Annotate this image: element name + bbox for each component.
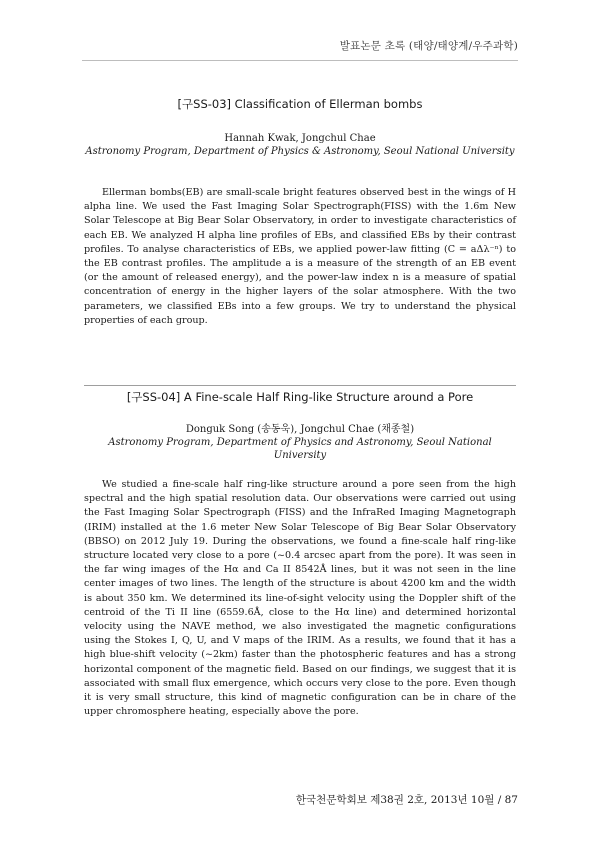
page-footer: 한국천문학회보 제38권 2호, 2013년 10월 / 87 xyxy=(295,794,518,806)
abstract-ss04 xyxy=(84,389,516,719)
abstract-body: We studied a fine-scale half ring-like structure around a pore seen from the high spectral and the high spatial resolution data. Our observations were carried out using the Fast Imaging Solar Spectrograph (FISS) and the InfraRed Imaging Magnetograph (IRIM) installed at the 1.6 meter New Solar Telescope of Big Bear Solar Observatory (BBSO) on 2012 July 19. During the observations, we found a fine-scale half ring-like structure located very close to a pore (~0.4 arcsec apart from the pore). It was seen in the far wing images of the Hα and Ca II 8542Å lines, but it was not seen in the line center images of two lines. The length of the structure is about 4200 km and the width is about 350 km. We determined its line-of-sight velocity using the Doppler shift of the centroid of the Ti II line (6559.6Å, close to the Hα line) and determined horizontal velocity using the NAVE method, we also investigated the magnetic configurations using the Stokes I, Q, U, and V maps of the IRIM. As a results, we found that it has a high blue-shift velocity (~2km) faster than the photospheric features and has a strong horizontal component of the magnetic field. Based on our findings, we suggest that it is associated with small flux emergence, which occurs very close to the pore. Even though it is very small structure, this kind of magnetic configuration can be in chare of the upper chromosphere heating, especially above the pore. xyxy=(84,479,516,718)
abstract-ss03 xyxy=(84,96,516,328)
abstract-title: [구SS-04] A Fine-scale Half Ring-like Structure around a Pore xyxy=(126,390,474,404)
abstract-authors: Hannah Kwak, Jongchul Chae xyxy=(224,133,376,144)
abstract-affiliation: Astronomy Program, Department of Physics & Astronomy, Seoul National University xyxy=(85,146,515,157)
running-header: 발표논문 초록 (태양/태양계/우주과학) xyxy=(339,40,518,52)
abstract-title: [구SS-03] Classification of Ellerman bombs xyxy=(177,97,423,111)
abstract-affiliation: Astronomy Program, Department of Physics and Astronomy, Seoul National University xyxy=(108,437,492,461)
abstract-body: Ellerman bombs(EB) are small-scale bright features observed best in the wings of H alpha line. We used the Fast Imaging Solar Spectrograph(FISS) with the 1.6m New Solar Telescope at Big Bear Solar Observatory, in order to investigate characteristics of each EB. We analyzed H alpha line profiles of EBs, and classified EBs by their contrast profiles. To analyse characteristics of EBs, we applied power-law fitting (C = aΔλ⁻ⁿ) to the EB contrast profiles. The amplitude a is a measure of the strength of an EB event (or the amount of released energy), and the power-law index n is a measure of spatial concentration of energy in the higher layers of the solar atmosphere. With the two parameters, we classified EBs into a few groups. We try to understand the physical properties of each group. xyxy=(84,187,516,326)
abstract-authors: Donguk Song (송동욱), Jongchul Chae (채종철) xyxy=(185,424,415,435)
section-divider xyxy=(84,385,516,386)
header-rule xyxy=(82,60,518,61)
